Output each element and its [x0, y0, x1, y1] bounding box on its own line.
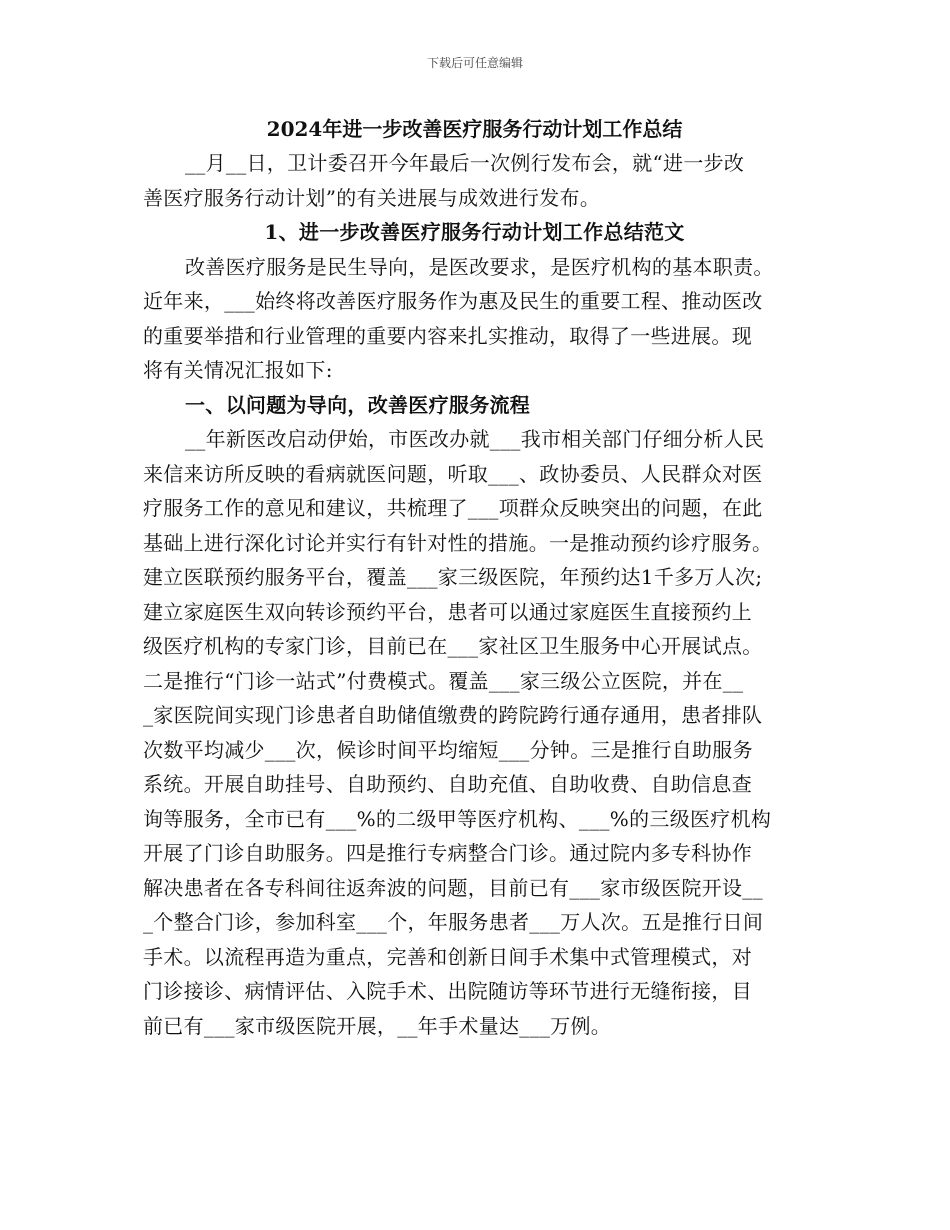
text-line: 手术。以流程再造为重点，完善和创新日间手术集中式管理模式，对 [143, 944, 752, 969]
text-line: 疗服务工作的意见和建议，共梳理了___项群众反映突出的问题，在此 [143, 496, 763, 520]
text-line: _家医院间实现门诊患者自助储值缴费的跨院跨行通存通用，患者排队 [143, 703, 763, 727]
text-line: 级医疗机构的专家门诊，目前已在___家社区卫生服务中心开展试点。 [143, 634, 763, 658]
text-line: _个整合门诊，参加科室___个，年服务患者___万人次。五是推行日间 [143, 910, 764, 934]
text-line: 来信来访所反映的看病就医问题，听取___、政协委员、人民群众对医 [143, 461, 763, 486]
text-line: 询等服务，全市已有___%的二级甲等医疗机构、___%的三级医疗机构 [143, 806, 772, 831]
header-note: 下载后可任意编辑 [426, 56, 523, 70]
section-heading: 1、进一步改善医疗服务行动计划工作总结范文 [264, 220, 685, 244]
text-line: __年新医改启动伊始，市医改办就___我市相关部门仔细分析人民 [185, 427, 765, 451]
text-line: 改善医疗服务是民生导向，是医改要求，是医疗机构的基本职责。 [185, 254, 774, 279]
paragraph-overview [143, 250, 806, 388]
text-line: 解决患者在各专科间往返奔波的问题，目前已有___家市级医院开设__ [143, 875, 763, 900]
text-line: 基础上进行深化讨论并实行有针对性的措施。一是推动预约诊疗服务。 [143, 530, 773, 555]
intro-paragraph [143, 146, 806, 215]
text-line: 善医疗服务行动计划”的有关进展与成效进行发布。 [143, 185, 601, 210]
text-line: 系统。开展自助挂号、自助预约、自助充值、自助收费、自助信息查 [143, 772, 752, 796]
text-line: __月__日，卫计委召开今年最后一次例行发布会，就“进一步改 [185, 151, 745, 175]
text-line: 次数平均减少___次，候诊时间平均缩短___分钟。三是推行自助服务 [143, 737, 753, 762]
text-line: 开展了门诊自助服务。四是推行专病整合门诊。通过院内多专科协作 [143, 841, 752, 865]
text-line: 的重要举措和行业管理的重要内容来扎实推动，取得了一些进展。现 [143, 323, 752, 348]
document-body [143, 112, 806, 1043]
text-line: 建立家庭医生双向转诊预约平台，患者可以通过家庭医生直接预约上 [143, 599, 752, 624]
text-line: 门诊接诊、病情评估、入院手术、出院随访等环节进行无缝衔接，目 [143, 979, 752, 1003]
text-line: 二是推行“门诊一站式”付费模式。覆盖___家三级公立医院，并在__ [143, 668, 744, 693]
text-line: 将有关情况汇报如下: [143, 358, 333, 382]
text-line: 近年来，___始终将改善医疗服务作为惠及民生的重要工程、推动医改 [143, 289, 763, 313]
paragraph-measures [143, 422, 806, 1043]
text-line: 建立医联预约服务平台，覆盖___家三级医院，年预约达1千多万人次; [143, 565, 763, 589]
text-line: 前已有___家市级医院开展，__年手术量达___万例。 [143, 1013, 612, 1038]
document-title: 2024年进一步改善医疗服务行动计划工作总结 [266, 117, 683, 141]
subheading: 一、以问题为导向，改善医疗服务流程 [185, 392, 531, 417]
